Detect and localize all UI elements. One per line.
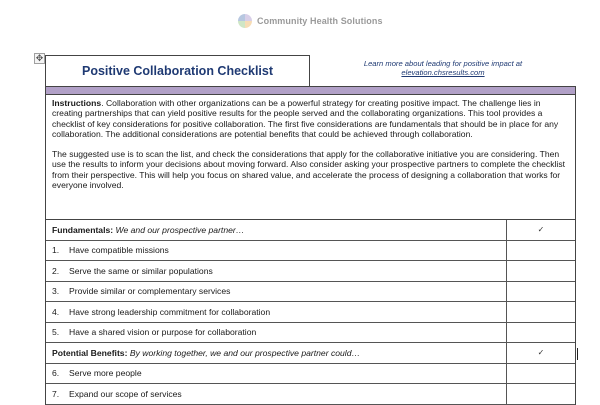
item-text: Serve the same or similar populations [69, 265, 213, 276]
checkbox-cell[interactable] [507, 364, 575, 384]
item-text: Have strong leadership commitment for collaboration [69, 306, 271, 317]
checkbox-cell[interactable] [507, 302, 575, 322]
item-text: Have compatible missions [69, 245, 169, 256]
checklist-table [45, 94, 576, 405]
checkbox-cell[interactable] [507, 261, 575, 281]
section-subtitle: By working together, we and our prospective partner could… [129, 347, 361, 358]
section-label: Potential Benefits: [52, 347, 128, 358]
section-header-fundamentals [46, 220, 575, 241]
learn-more-link[interactable]: elevation.chsresults.com [401, 68, 485, 77]
item-text: Provide similar or complementary services [69, 286, 231, 297]
title-box [45, 55, 310, 86]
item-text: Serve more people [69, 368, 142, 379]
table-row [46, 384, 575, 405]
section-subtitle: We and our prospective partner… [115, 224, 245, 235]
section-label: Fundamentals: [52, 224, 114, 235]
item-text: Expand our scope of services [69, 388, 182, 399]
item-number: 6. [52, 368, 60, 379]
logo [238, 12, 383, 30]
learn-more-text: Learn more about leading for positive impact at [363, 59, 523, 68]
table-row [46, 323, 575, 344]
check-column-header-icon: ✓ [537, 348, 545, 358]
logo-mark-icon [238, 14, 252, 28]
item-number: 4. [52, 306, 60, 317]
item-number: 7. [52, 388, 60, 399]
text-cursor [577, 348, 578, 360]
item-number: 1. [52, 245, 60, 256]
table-row [46, 241, 575, 262]
instructions-paragraph-2: The suggested use is to scan the list, and check the considerations that apply for the collaborative initiative you are considering. Then use the results to inform your decisions about moving forward. Also consider asking your prospective partners to complete the checklist from their perspective. This will help you focus on shared value, and accelerate the process of designing a collaboration that works for everyone involved. [52, 149, 566, 191]
instructions-label: Instructions [52, 98, 102, 108]
instructions-cell [46, 94, 575, 220]
table-row [46, 364, 575, 385]
instructions-paragraph-1: Instructions. Collaboration with other organizations can be a powerful strategy for creating positive impact. The challenge lies in creating partnerships that can yield positive results for the people served and the collaborating organizations. This tool provides a checklist of key considerations for positive collaboration. The first five considerations are fundamentals that should be in place for any collaboration. The additional considerations are potential benefits that could be achieved through collaboration. [52, 98, 559, 139]
table-row [46, 261, 575, 282]
table-move-handle-icon[interactable]: ✥ [35, 53, 44, 63]
logo-text: Community Health Solutions [257, 16, 383, 26]
learn-more [310, 59, 576, 77]
checkbox-cell[interactable] [507, 241, 575, 261]
checkbox-cell[interactable] [507, 282, 575, 302]
table-row [46, 302, 575, 323]
item-number: 2. [52, 265, 60, 276]
checkbox-cell[interactable] [507, 384, 575, 404]
item-number: 3. [52, 286, 60, 297]
check-column-header-icon: ✓ [537, 225, 545, 235]
header-row [45, 55, 576, 86]
checkbox-cell[interactable] [507, 323, 575, 343]
item-number: 5. [52, 327, 60, 338]
item-text: Have a shared vision or purpose for collaboration [69, 327, 257, 338]
page-title: Positive Collaboration Checklist [81, 64, 273, 78]
table-row [46, 282, 575, 303]
section-header-potential-benefits [46, 343, 575, 364]
